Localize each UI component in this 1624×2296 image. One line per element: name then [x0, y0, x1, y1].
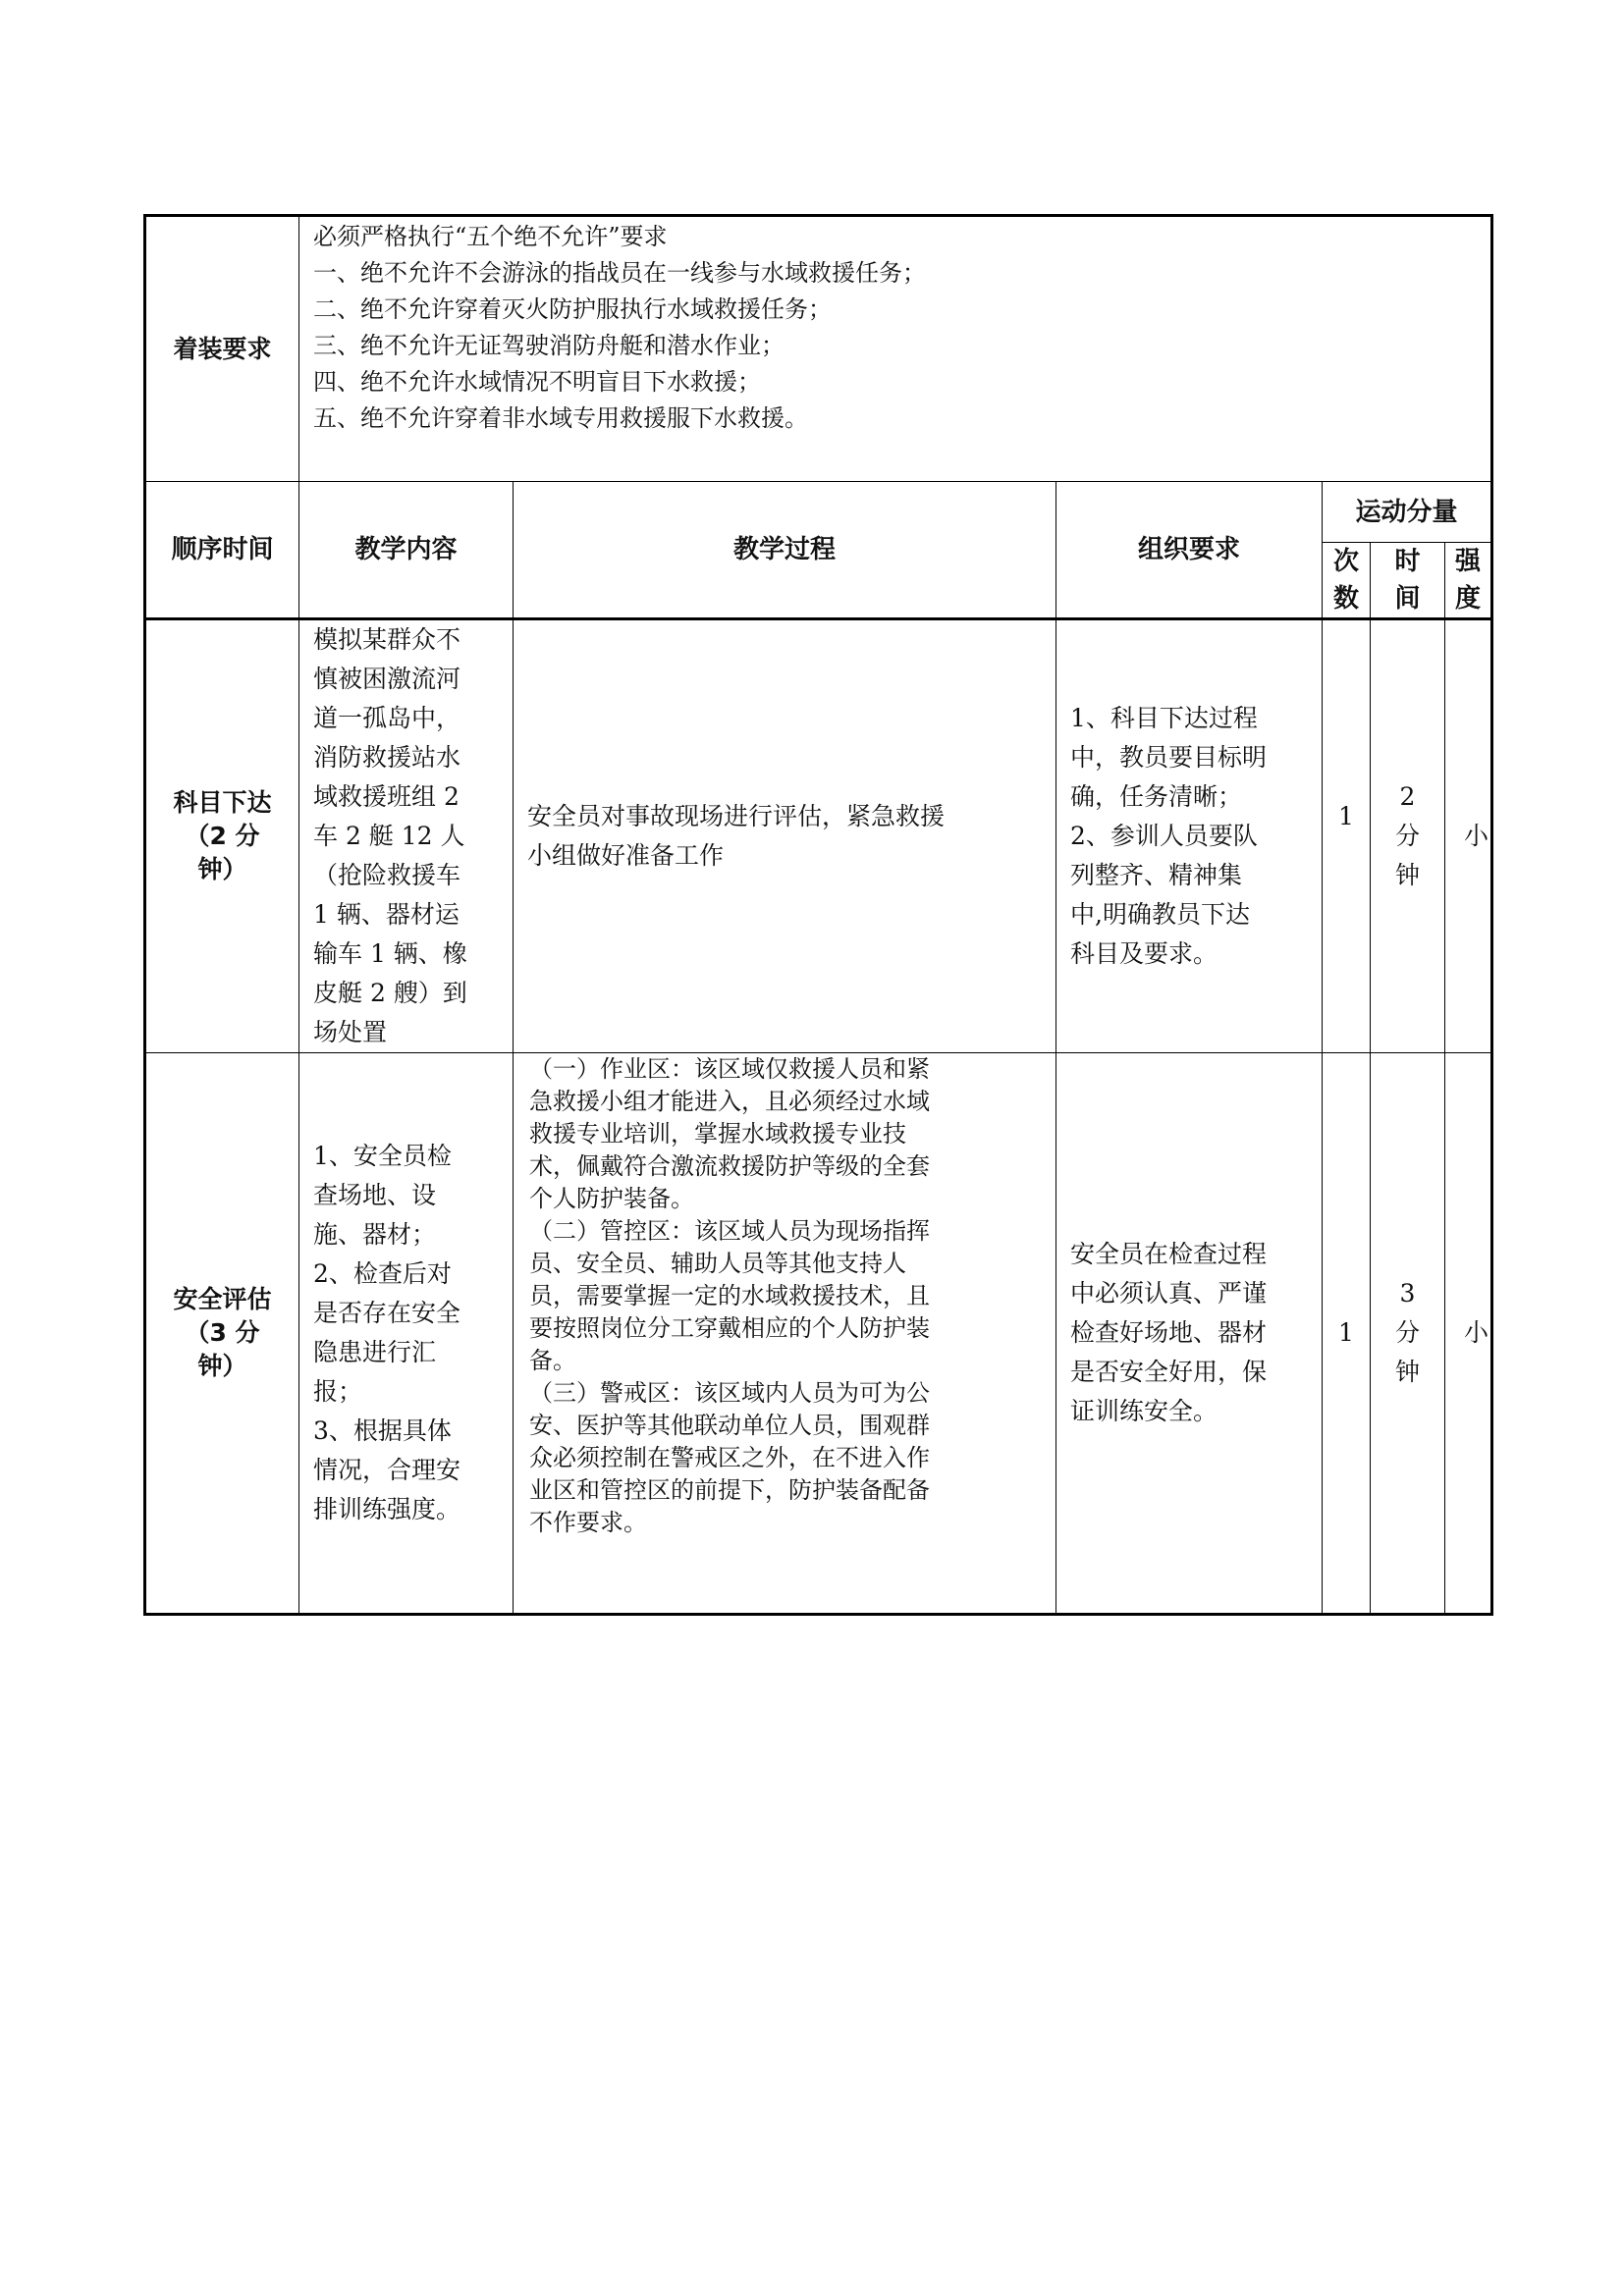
dress-requirements-row — [145, 216, 1492, 482]
time-line: 分 — [1394, 1318, 1420, 1347]
sequence-line: 钟） — [197, 855, 247, 883]
process-line: （三）警戒区：该区域内人员为可为公 — [529, 1379, 930, 1407]
process-line: 备。 — [529, 1347, 576, 1374]
process-line: 救援专业培训，掌握水域救援专业技 — [529, 1120, 906, 1148]
row-intensity: 小 — [1445, 1053, 1492, 1615]
content-line: 报； — [313, 1377, 363, 1406]
org-line: 中,明确教员下达 — [1070, 900, 1250, 929]
content-line: 车 2 艇 12 人 — [313, 822, 465, 850]
content-line: 消防救援站水 — [313, 743, 461, 772]
org-line: 确，任务清晰； — [1070, 782, 1243, 811]
process-line: （一）作业区：该区域仅救援人员和紧 — [529, 1055, 930, 1083]
org-line: 科目及要求。 — [1070, 939, 1218, 968]
time-line: 分 — [1394, 822, 1420, 850]
content-line: 2、检查后对 — [313, 1259, 452, 1288]
content-line: 查场地、设 — [313, 1181, 437, 1209]
header-teaching-process: 教学过程 — [514, 482, 1056, 619]
dress-requirements-line: 四、绝不允许水域情况不明盲目下水救援； — [313, 368, 761, 396]
content-line: 模拟某群众不 — [313, 625, 461, 654]
header-organization-requirements: 组织要求 — [1056, 482, 1323, 619]
row-teaching-content — [299, 619, 514, 1053]
header-intensity-label: 强度 — [1455, 547, 1482, 614]
content-line: 场处置 — [313, 1018, 388, 1046]
row-intensity: 小 — [1445, 619, 1492, 1053]
sequence-line: （3 分 — [185, 1318, 260, 1347]
process-line: 众必须控制在警戒区之外，在不进入作 — [529, 1444, 930, 1471]
table-row — [145, 1053, 1492, 1615]
org-line: 1、科目下达过程 — [1070, 704, 1258, 732]
org-line: 中必须认真、严谨 — [1070, 1279, 1268, 1308]
content-line: （抢险救援车 — [313, 861, 461, 889]
org-line: 列整齐、精神集 — [1070, 861, 1243, 889]
content-line: 施、器材； — [313, 1220, 437, 1249]
process-line: 要按照岗位分工穿戴相应的个人防护装 — [529, 1314, 930, 1342]
header-sequence-time: 顺序时间 — [145, 482, 299, 619]
table-header-row — [145, 482, 1492, 543]
process-line: 员，需要掌握一定的水域救援技术，且 — [529, 1282, 930, 1309]
time-line: 2 — [1399, 782, 1416, 811]
org-line: 是否安全好用，保 — [1070, 1358, 1268, 1386]
header-exercise-load: 运动分量 — [1323, 482, 1492, 543]
dress-requirements-line: 五、绝不允许穿着非水域专用救援服下水救援。 — [313, 404, 808, 432]
lesson-plan-page — [143, 214, 1490, 1616]
sequence-line: （2 分 — [185, 822, 260, 850]
process-line: 安全员对事故现场进行评估，紧急救援 — [527, 802, 946, 830]
content-line: 1 辆、器材运 — [313, 900, 460, 929]
time-line: 3 — [1399, 1279, 1416, 1308]
row-teaching-process — [514, 1053, 1056, 1615]
org-line: 2、参训人员要队 — [1070, 822, 1258, 850]
content-line: 1、安全员检 — [313, 1142, 452, 1170]
table-row — [145, 619, 1492, 1053]
content-line: 3、根据具体 — [313, 1416, 452, 1445]
dress-requirements-line: 必须严格执行“五个绝不允许”要求 — [313, 223, 668, 250]
content-line: 道一孤岛中， — [313, 704, 461, 732]
content-line: 排训练强度。 — [313, 1495, 461, 1523]
row-count: 1 — [1323, 619, 1371, 1053]
content-line: 输车 1 辆、橡 — [313, 939, 467, 968]
content-line: 慎被困激流河 — [313, 665, 461, 693]
row-organization-requirements — [1056, 619, 1323, 1053]
content-line: 是否存在安全 — [313, 1299, 461, 1327]
row-time — [1371, 1053, 1445, 1615]
time-line: 钟 — [1394, 861, 1420, 889]
org-line: 检查好场地、器材 — [1070, 1318, 1268, 1347]
header-time-label: 时间 — [1394, 547, 1421, 614]
lesson-plan-table — [143, 214, 1493, 1616]
content-line: 隐患进行汇 — [313, 1338, 437, 1366]
org-line: 安全员在检查过程 — [1070, 1240, 1268, 1268]
process-line: 员、安全员、辅助人员等其他支持人 — [529, 1250, 906, 1277]
process-line: 急救援小组才能进入，且必须经过水域 — [529, 1088, 930, 1115]
row-sequence-time — [145, 619, 299, 1053]
process-line: 个人防护装备。 — [529, 1185, 694, 1212]
content-line: 情况，合理安 — [313, 1456, 461, 1484]
header-count-label: 次数 — [1333, 547, 1360, 614]
content-line: 皮艇 2 艘）到 — [313, 979, 467, 1007]
header-count — [1323, 543, 1371, 619]
row-teaching-process — [514, 619, 1056, 1053]
dress-requirements-line: 三、绝不允许无证驾驶消防舟艇和潜水作业； — [313, 332, 785, 359]
sequence-line: 钟） — [197, 1352, 247, 1380]
row-teaching-content — [299, 1053, 514, 1615]
time-line: 钟 — [1394, 1358, 1420, 1386]
org-line: 证训练安全。 — [1070, 1397, 1218, 1425]
row-time — [1371, 619, 1445, 1053]
row-count: 1 — [1323, 1053, 1371, 1615]
org-line: 中，教员要目标明 — [1070, 743, 1268, 772]
content-line: 域救援班组 2 — [313, 782, 460, 811]
process-line: 小组做好准备工作 — [527, 841, 725, 870]
dress-requirements-line: 一、绝不允许不会游泳的指战员在一线参与水域救援任务； — [313, 259, 926, 287]
process-line: 不作要求。 — [529, 1509, 647, 1536]
process-line: （二）管控区：该区域人员为现场指挥 — [529, 1217, 930, 1245]
process-line: 业区和管控区的前提下，防护装备配备 — [529, 1476, 930, 1504]
sequence-line: 科目下达 — [173, 788, 272, 817]
dress-requirements-label: 着装要求 — [145, 216, 299, 482]
row-organization-requirements — [1056, 1053, 1323, 1615]
header-teaching-content: 教学内容 — [299, 482, 514, 619]
process-line: 术，佩戴符合激流救援防护等级的全套 — [529, 1152, 930, 1180]
header-time — [1371, 543, 1445, 619]
dress-requirements-content — [299, 216, 1492, 482]
header-intensity — [1445, 543, 1492, 619]
sequence-line: 安全评估 — [173, 1285, 272, 1313]
dress-requirements-line: 二、绝不允许穿着灭火防护服执行水域救援任务； — [313, 295, 832, 323]
process-line: 安、医护等其他联动单位人员，围观群 — [529, 1412, 930, 1439]
row-sequence-time — [145, 1053, 299, 1615]
